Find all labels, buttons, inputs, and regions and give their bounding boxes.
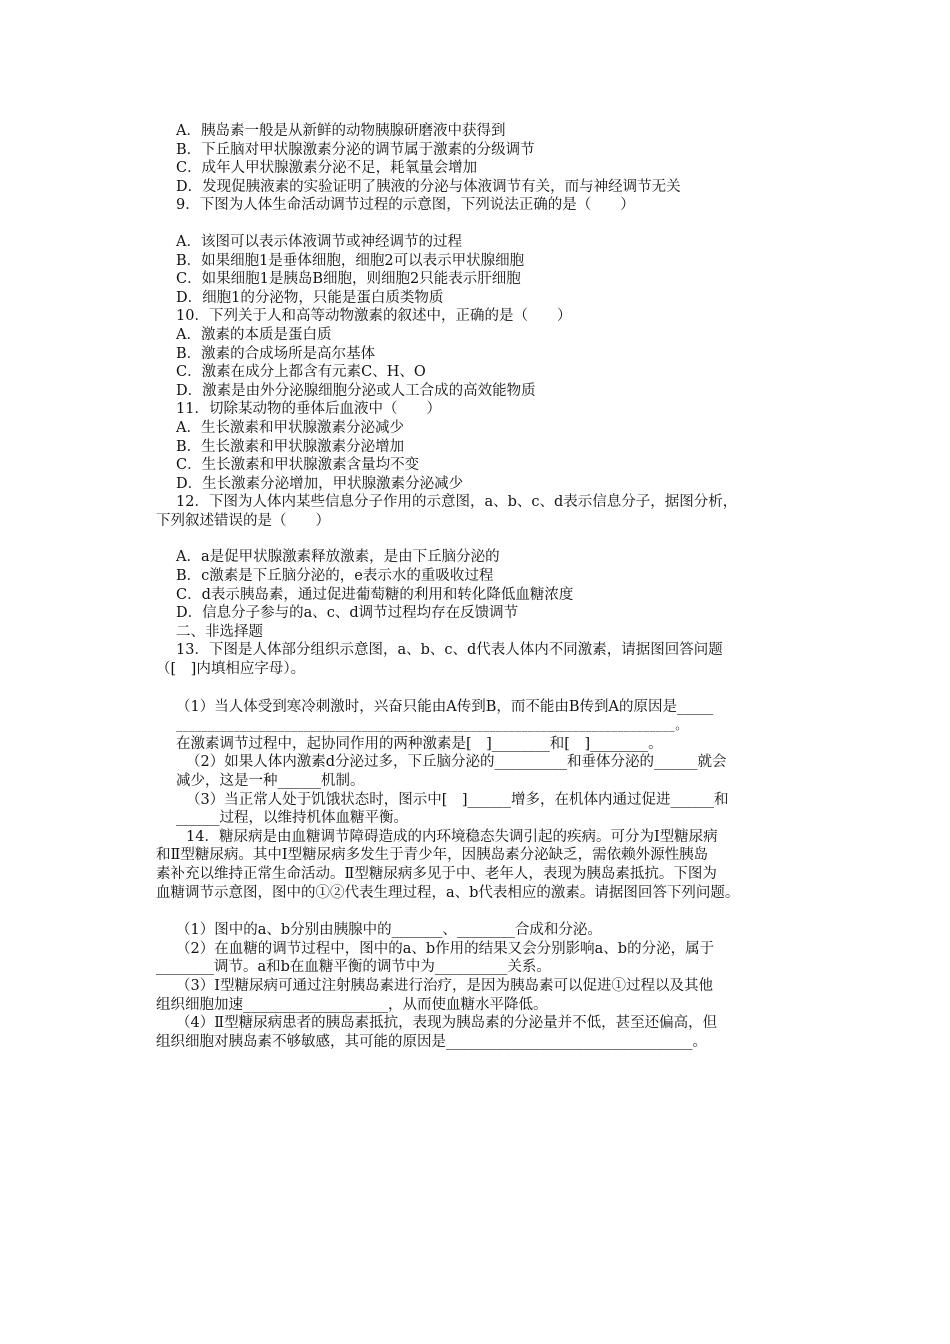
figure-placeholder	[176, 902, 812, 921]
q9-stem: 9．下图为人体生命活动调节过程的示意图，下列说法正确的是（ ）	[176, 197, 635, 214]
q11-option-b: B．生长激素和甲状腺激素分泌增加	[176, 438, 405, 455]
q13-part2-line2: 减少，这是一种______机制。	[176, 773, 365, 789]
q8-option-b: B．下丘脑对甲状腺激素分泌的调节属于激素的分级调节	[176, 141, 535, 158]
q8-option-c: C．成年人甲状腺激素分泌不足，耗氧量会增加	[176, 160, 478, 177]
q11-option-a: A．生长激素和甲状腺激素分泌减少	[176, 419, 404, 436]
q10-option-c: C．激素在成分上都含有元素C、H、O	[176, 364, 426, 381]
q10-stem: 10．下列关于人和高等动物激素的叙述中，正确的是（ ）	[176, 308, 572, 325]
q11-option-d: D．生长激素分泌增加，甲状腺激素分泌减少	[176, 475, 464, 492]
q12-option-d: D．信息分子参与的a、c、d调节过程均存在反馈调节	[176, 605, 519, 622]
q12-option-b: B．c激素是下丘脑分泌的，e表示水的重吸收过程	[176, 568, 494, 585]
q11-stem: 11．切除某动物的垂体后血液中（ ）	[176, 401, 441, 418]
q10-option-b: B．激素的合成场所是高尔基体	[176, 345, 376, 362]
q14-part3-line2: 组织细胞加速____________________，从而使血糖水平降低。	[156, 996, 548, 1013]
q14-stem-line1: 14．糖尿病是由血糖调节障碍造成的内环境稳态失调引起的疾病。可分为Ⅰ型糖尿病	[186, 828, 718, 845]
q14-part2-line1: （2）在血糖的调节过程中，图中的a、b作用的结果又会分别影响a、b的分泌，属于	[176, 940, 715, 957]
q13-stem-line2: （[ ]内填相应字母）。	[156, 661, 306, 678]
q9-option-b: B．如果细胞1是垂体细胞，细胞2可以表示甲状腺细胞	[176, 252, 525, 269]
section-heading: 二、非选择题	[176, 623, 263, 640]
q8-option-a: A．胰岛素一般是从新鲜的动物胰腺研磨液中获得到	[176, 123, 506, 139]
q12-option-c: C．d表示胰岛素，通过促进葡萄糖的利用和转化降低血糖浓度	[176, 586, 574, 603]
figure-placeholder	[176, 215, 812, 233]
q13-part2-line1: （2）如果人体内激素d分泌过多，下丘脑分泌的__________和垂体分泌的______就会	[186, 754, 727, 771]
q8-option-d: D．发现促胰液素的实验证明了胰液的分泌与体液调节有关，而与神经调节无关	[176, 178, 681, 195]
document-page	[156, 122, 812, 1051]
q13-part1-line2: ______________________________________________________________________________。	[176, 718, 688, 733]
q14-part1: （1）图中的a、b分别由胰腺中的_______、________合成和分泌。	[176, 922, 602, 939]
q14-stem-line4: 血糖调节示意图，图中的①②代表生理过程，a、b代表相应的激素。请据图回答下列问题。	[156, 884, 740, 901]
figure-placeholder	[176, 530, 812, 548]
q14-stem-line3: 素补充以维持正常生命活动。Ⅱ型糖尿病多见于中、老年人，表现为胰岛素抵抗。下图为	[156, 865, 717, 882]
q14-part3-line1: （3）Ⅰ型糖尿病可通过注射胰岛素进行治疗，是因为胰岛素可以促进①过程以及其他	[176, 977, 713, 994]
q11-option-c: C．生长激素和甲状腺激素含量均不变	[176, 457, 420, 474]
q13-part1-line1: （1）当人体受到寒冷刺激时，兴奋只能由A传到B，而不能由B传到A的原因是_____	[176, 698, 714, 715]
figure-placeholder	[176, 679, 812, 698]
q14-part2-line2: ________调节。a和b在血糖平衡的调节中为__________关系。	[156, 959, 551, 976]
q14-part4-line1: （4）Ⅱ型糖尿病患者的胰岛素抵抗，表现为胰岛素的分泌量并不低，甚至还偏高，但	[176, 1015, 718, 1032]
q13-part3-line1: （3）当正常人处于饥饿状态时，图示中[ ]______增多，在机体内通过促进______和	[186, 791, 729, 808]
q13-part1-line3: 在激素调节过程中，起协同作用的两种激素是[ ]________和[ ]________。	[176, 735, 663, 752]
q9-option-c: C．如果细胞1是胰岛B细胞，则细胞2只能表示肝细胞	[176, 271, 521, 288]
q9-option-d: D．细胞1的分泌物，只能是蛋白质类物质	[176, 289, 444, 306]
q10-option-a: A．激素的本质是蛋白质	[176, 326, 332, 343]
q13-part3-line2: ______过程，以维持机体血糖平衡。	[176, 810, 408, 827]
q12-stem-line2: 下列叙述错误的是（ ）	[156, 512, 330, 529]
q12-stem-line1: 12．下图为人体内某些信息分子作用的示意图，a、b、c、d表示信息分子，据图分析，	[176, 494, 738, 511]
q9-option-a: A．该图可以表示体液调节或神经调节的过程	[176, 233, 462, 250]
q13-stem-line1: 13．下图是人体部分组织示意图，a、b、c、d代表人体内不同激素，请据图回答问题	[176, 642, 723, 659]
q10-option-d: D．激素是由外分泌腺细胞分泌或人工合成的高效能物质	[176, 382, 536, 399]
q14-part4-line2: 组织细胞对胰岛素不够敏感，其可能的原因是__________________________________。	[156, 1033, 707, 1050]
q14-stem-line2: 和Ⅱ型糖尿病。其中Ⅰ型糖尿病多发生于青少年，因胰岛素分泌缺乏，需依赖外源性胰岛	[156, 847, 709, 864]
q12-option-a: A．a是促甲状腺激素释放激素，是由下丘脑分泌的	[176, 549, 500, 566]
